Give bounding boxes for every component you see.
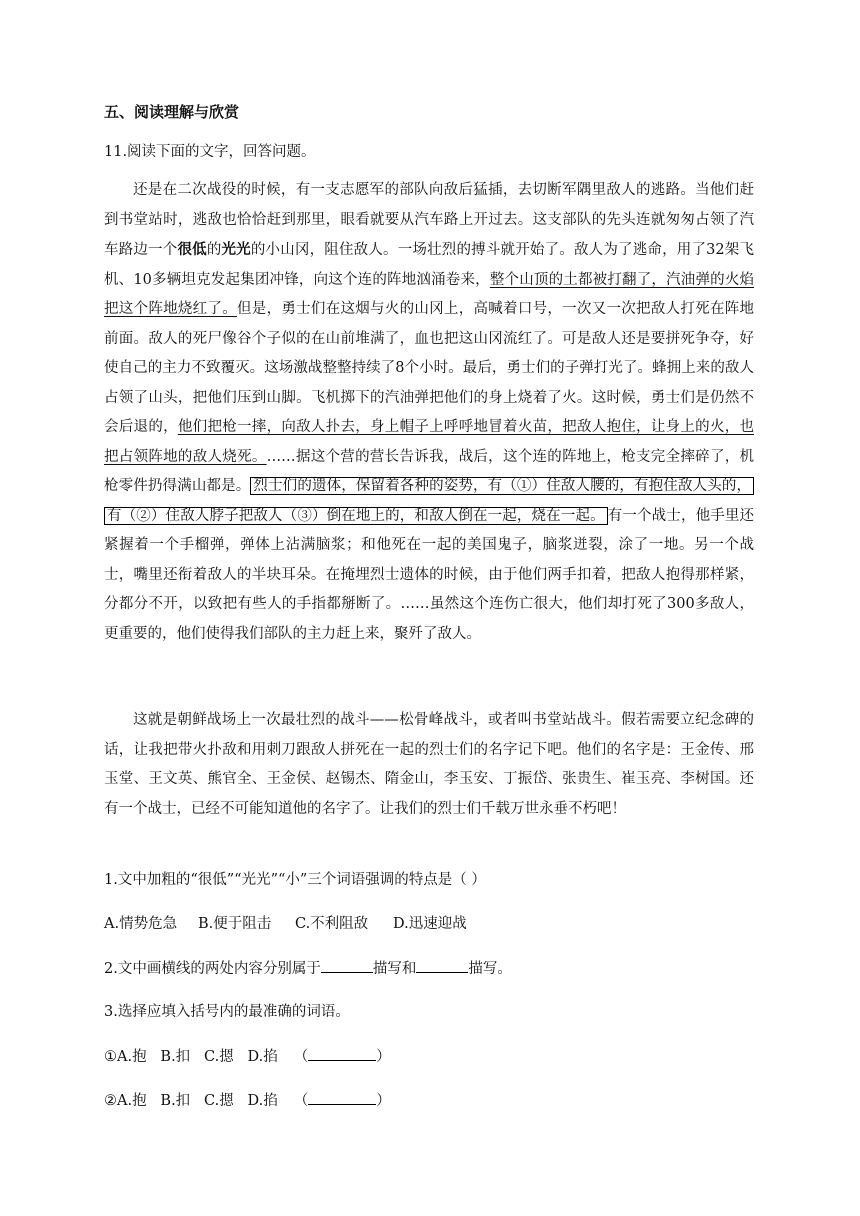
question-3-row-2 [104,1090,391,1111]
row-number: ① [104,1049,117,1065]
question-2-stem-a: 2.文中画横线的两处内容分别属于 [104,961,321,977]
answer-blank[interactable] [308,1090,376,1105]
answer-blank[interactable] [308,1046,376,1061]
passage-paragraph-1 [104,176,754,649]
passage-segment: 还是在二次战役的时候，有一支志愿军的部队向敌后猛插，去切断军隅里敌人的逃路。当他们赶到书堂站时，逃敌也恰恰赶到那里，眼看就要从汽车路上开过去。这支部队的先头连就匆匆占领了汽车路边一个 [104,182,754,258]
underlined-sentence: 他们把枪一摔，向敌人扑去，身上帽子上呼呼地冒着火苗，把敌人抱住，让身上的火，也把占领阵地的敌人烧死。 [104,419,755,465]
passage-segment: 有一个战士，他手里还紧握着一个手榴弹，弹体上沾满脑浆；和他死在一起的美国鬼子，脑浆迸裂，涂了一地。另一个战士，嘴里还衔着敌人的半块耳朵。在掩埋烈士遗体的时候，由于他们两手扣着，把敌人抱得那样紧，分都分不开，以致把有些人的手指都掰断了。……虽然这个连伤亡很大，他们却打死了300多敌人，更重要的，他们使得我们部队的主力赶上来，聚歼了敌人。 [104,507,755,642]
underlined-sentence: 整个山顶的土都被打翻了，汽油弹的火焰把这个阵地烧红了。 [104,271,755,317]
answer-blank-1[interactable] [321,958,373,973]
open-paren: （ [293,1093,309,1109]
option-c[interactable]: C.不利阻敌 [295,916,369,932]
option-d[interactable]: D.迅速迎战 [393,916,467,932]
open-paren: （ [293,1049,309,1065]
answer-blank-2[interactable] [416,958,468,973]
passage-segment: 但是，勇士们在这烟与火的山冈上，高喊着口号，一次又一次把敌人打死在阵地前面。敌人的死尸像谷个子似的在山前堆满了，血也把这山冈流红了。可是敌人还是要拼死争夺，好使自己的主力不致覆灭。这场激战整整持续了8个小时。最后，勇士们的子弹打光了。蜂拥上来的敌人占领了山头，把他们压到山脚。飞机掷下的汽油弹把他们的身上烧着了火。这时候，勇士们是仍然不会后退的， [104,301,755,435]
passage-paragraph-2 [104,706,754,824]
row-number: ② [104,1093,117,1109]
question-3-row-1 [104,1046,391,1067]
option-a[interactable]: A.情势危急 [104,916,178,932]
section-title: 五、阅读理解与欣赏 [104,103,240,121]
row-options: A.抱 B.扣 C.摁 D.掐 [117,1093,278,1109]
question-intro: 11.阅读下面的文字，回答问题。 [104,144,316,160]
question-2-stem-c: 描写。 [468,961,512,977]
passage-text: 这就是朝鲜战场上一次最壮烈的战斗——松骨峰战斗，或者叫书堂站战斗。假若需要立纪念碑的话，让我把带火扑敌和用刺刀跟敌人拼死在一起的烈士们的名字记下吧。他们的名字是：王金传、邢玉堂、王文英、熊官全、王金侯、赵锡杰、隋金山，李玉安、丁振岱、张贵生、崔玉亮、李树国。还有一个战士，已经不可能知道他的名字了。让我们的烈士们千载万世永垂不朽吧！ [104,712,754,817]
passage-text [104,176,754,649]
bold-keyword: 很低 [177,241,207,258]
boxed-sentence: 烈士们的遗体，保留着各种的姿势，有（①）住敌人腰的，有抱住敌人头的，有（②）住敌人脖子把敌人（③）倒在地上的，和敌人倒在一起，烧在一起。 [104,477,754,525]
passage-segment: 的小山冈，阻住敌人。一场壮烈的搏斗就开始了。敌人为了逃命，用了32架飞机、10多辆坦克发起集团冲锋，向这个连的阵地汹涌卷来， [104,242,754,288]
passage-segment: 的 [206,242,222,258]
row-options: A.抱 B.扣 C.摁 D.掐 [117,1049,278,1065]
option-b[interactable]: B.便于阻击 [198,916,272,932]
close-paren: ） [376,1093,391,1109]
question-2-stem-b: 描写和 [372,961,417,977]
bold-keyword: 光光 [221,241,251,258]
question-1-stem: 1.文中加粗的“很低”“光光”“小”三个词语强调的特点是（ ） [104,872,486,888]
question-3-stem: 3.选择应填入括号内的最准确的词语。 [104,1004,350,1020]
question-1-options [104,914,467,934]
close-paren: ） [376,1049,391,1065]
question-2 [104,958,512,979]
passage-segment: ……据这个营的营长告诉我，战后，这个连的阵地上，枪支完全摔碎了，机枪零件扔得满山都是。 [104,448,755,494]
